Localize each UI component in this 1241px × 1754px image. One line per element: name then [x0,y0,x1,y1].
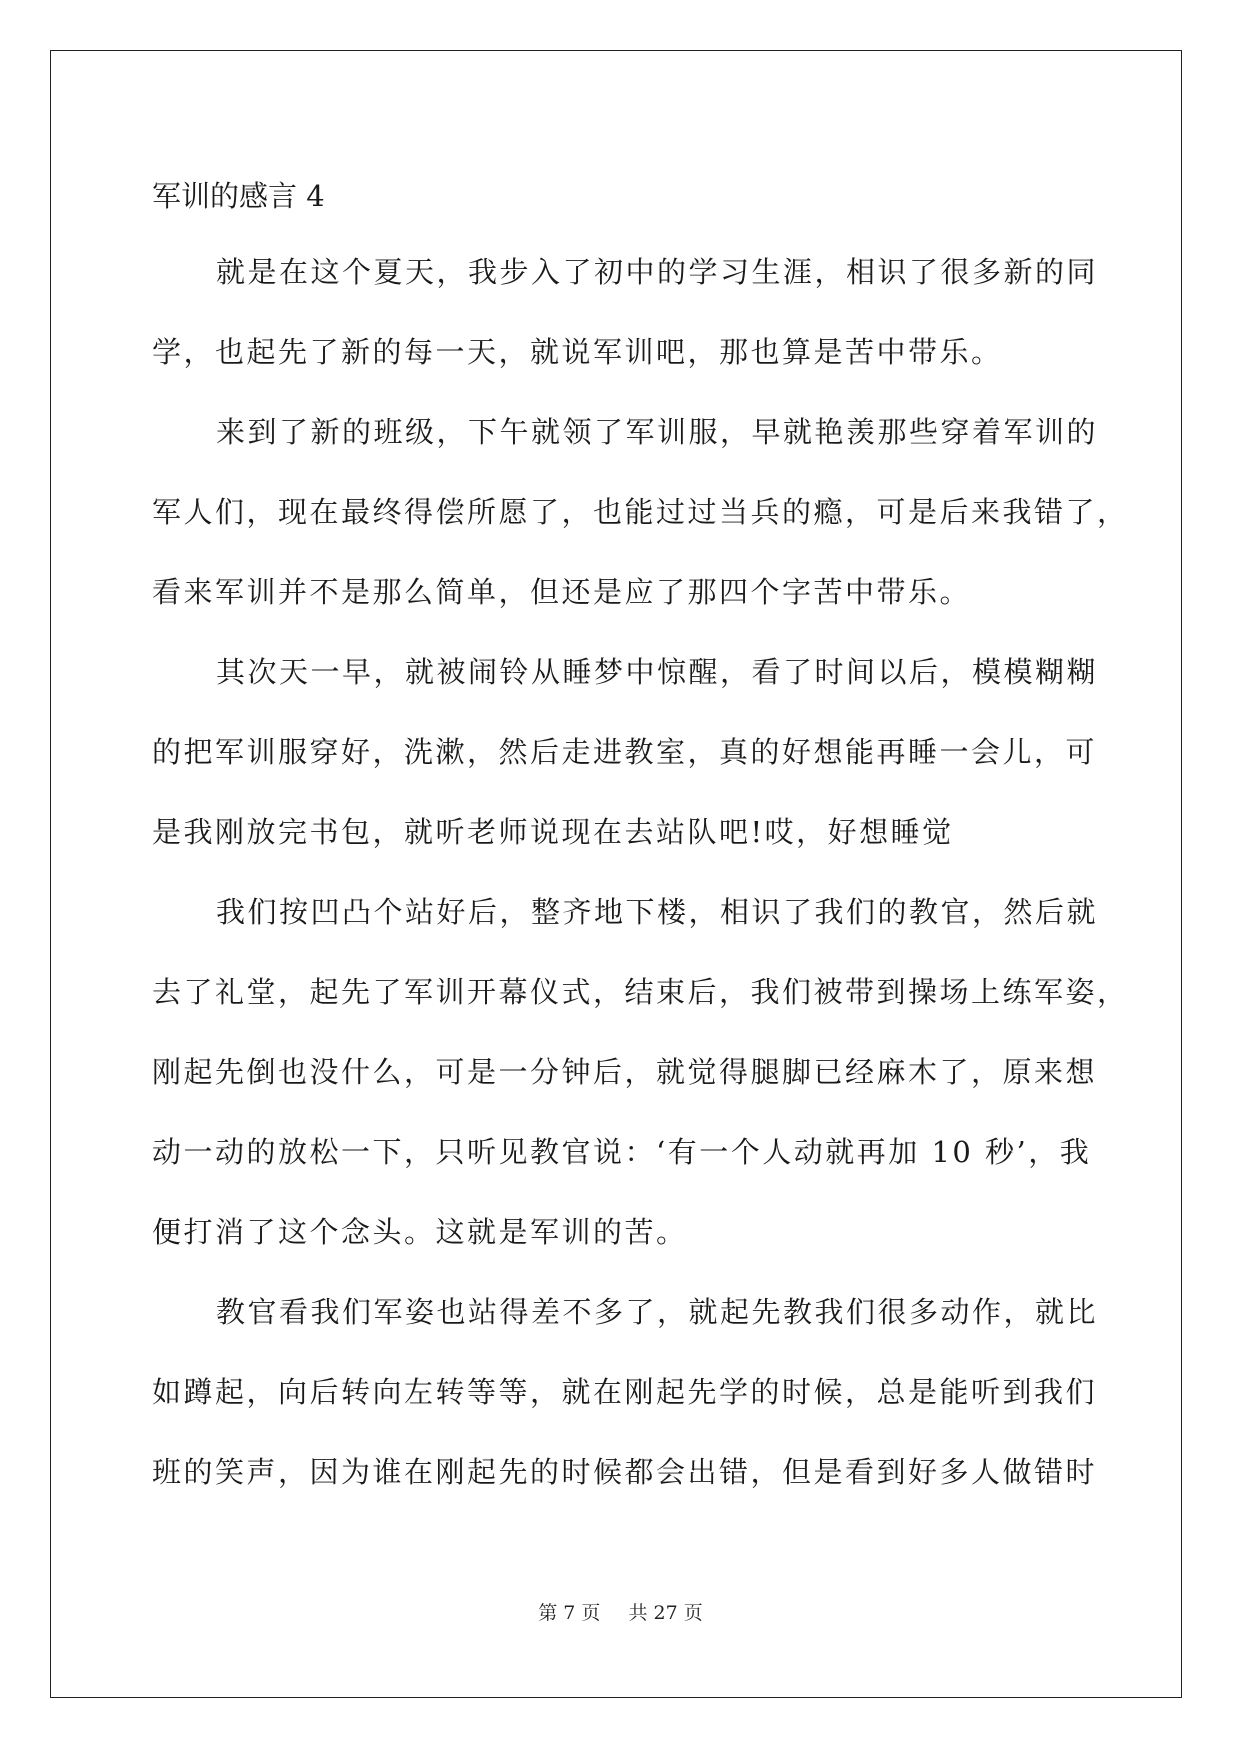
text-line: 刚起先倒也没什么，可是一分钟后，就觉得腿脚已经麻木了，原来想 [152,1055,1098,1089]
text-line: 学，也起先了新的每一天，就说军训吧，那也算是苦中带乐。 [152,335,1003,369]
text-line: 其次天一早，就被闹铃从睡梦中惊醒，看了时间以后，模模糊糊 [216,655,1099,689]
text-line: 班的笑声，因为谁在刚起先的时候都会出错，但是看到好多人做错时 [152,1455,1098,1489]
text-line: 就是在这个夏天，我步入了初中的学习生涯，相识了很多新的同 [216,255,1099,289]
text-line: 是我刚放完书包，就听老师说现在去站队吧!哎，好想睡觉 [152,815,954,849]
text-line: 去了礼堂，起先了军训开幕仪式，结束后，我们被带到操场上练军姿， [152,975,1129,1009]
text-line: 看来军训并不是那么简单，但还是应了那四个字苦中带乐。 [152,575,972,609]
document-title: 军训的感言 4 [152,179,325,213]
document-text [152,232,1129,1512]
document-body [152,160,1129,1512]
total-pages-label: 共 27 页 [628,1602,703,1624]
current-page-label: 第 7 页 [538,1602,601,1624]
page-footer [0,1598,1241,1625]
text-line: 军人们，现在最终得偿所愿了，也能过过当兵的瘾，可是后来我错了， [152,495,1129,529]
text-line: 来到了新的班级，下午就领了军训服，早就艳羡那些穿着军训的 [216,415,1099,449]
text-line: 如蹲起，向后转向左转等等，就在刚起先学的时候，总是能听到我们 [152,1375,1098,1409]
text-line: 我们按凹凸个站好后，整齐地下楼，相识了我们的教官，然后就 [216,895,1099,929]
text-line: 便打消了这个念头。这就是军训的苦。 [152,1215,688,1249]
text-line: 教官看我们军姿也站得差不多了，就起先教我们很多动作，就比 [216,1295,1099,1329]
text-line: 动一动的放松一下，只听见教官说：‘有一个人动就再加 10 秒’，我 [152,1135,1092,1169]
text-line: 的把军训服穿好，洗漱，然后走进教室，真的好想能再睡一会儿，可 [152,735,1098,769]
